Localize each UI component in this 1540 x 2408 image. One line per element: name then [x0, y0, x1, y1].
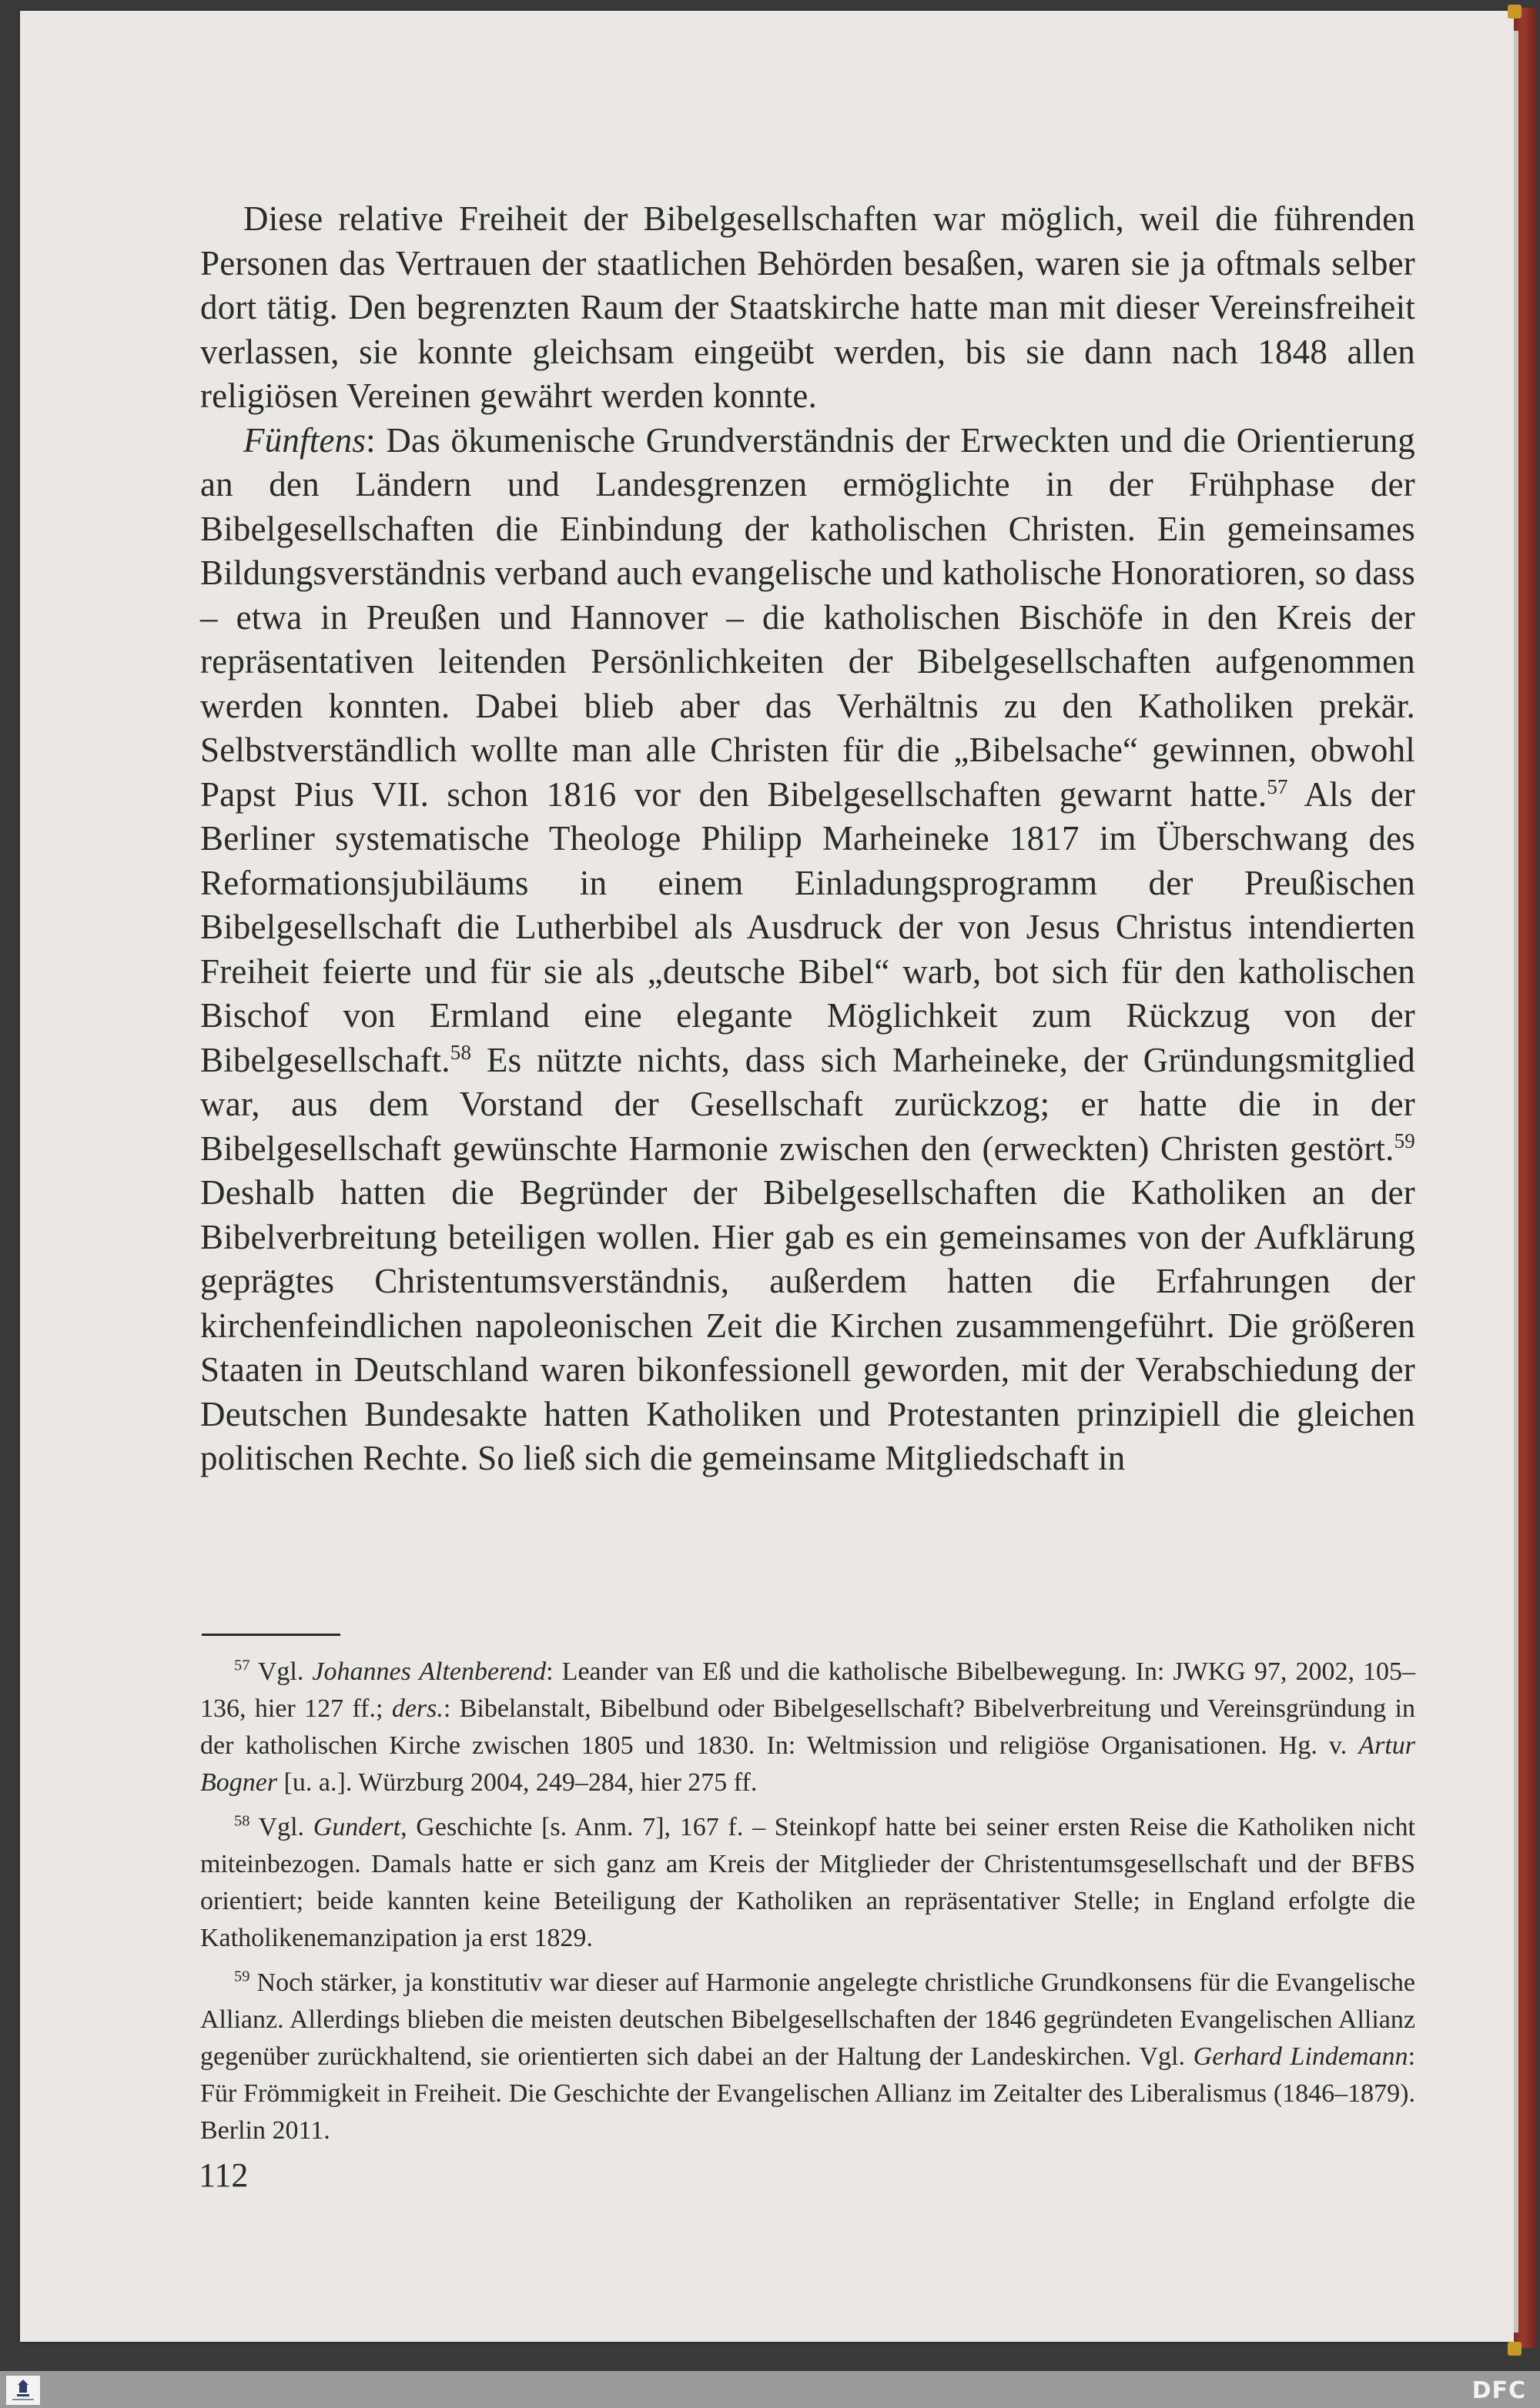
footnote-59-text-a: Noch stärker, ja konstitutiv war dieser auf Harmonie angelegte christliche Grundkonsens für die Evangelische Allianz. Allerdings blieben die meisten deutschen Bibelgesellschaften der 1846 gegründeten Evangelischen Allianz gegenüber zurückhaltend, sie orientierten sich dabei an der Haltung der Landeskirchen. Vgl.	[200, 1968, 1415, 2071]
paragraph-2-text-c: Es nützte nichts, dass sich Marheineke, der Gründungsmitglied war, aus dem Vorstand der Gesellschaft zurückzog; er hatte die in der Bibelgesellschaft gewünschte Harmonie zwischen den (erweckten) Christen gestört.	[200, 1040, 1415, 1168]
corner-mark-bottom	[1508, 2342, 1522, 2356]
footnote-ref-57[interactable]: 57	[1267, 774, 1288, 798]
viewer-footer-bar	[0, 2371, 1540, 2408]
footnote-57-author-2: Artur Bogner	[200, 1731, 1415, 1797]
footnote-57-author-1: Johannes Altenberend	[312, 1657, 547, 1686]
dfc-watermark: DFC	[1471, 2377, 1526, 2404]
paragraph-2-label: Fünftens	[243, 420, 367, 460]
footnote-divider	[202, 1634, 340, 1636]
body-text	[200, 197, 1415, 1481]
corner-mark-top	[1508, 5, 1522, 18]
footnote-59-number: 59	[234, 1968, 250, 1985]
library-logo-icon	[6, 2376, 40, 2405]
footnote-ref-59[interactable]: 59	[1394, 1129, 1415, 1152]
paragraph-2-text-d: Deshalb hatten die Begründer der Bibelgesellschaften die Katholiken an der Bibelverbreitung beteiligen wollen. Hier gab es ein gemeinsames von der Aufklärung geprägtes Christentumsverständnis, außerdem hatten die Erfahrungen der kirchenfeindlichen napoleonischen Zeit die Kirchen zusammengeführt. Die größeren Staaten in Deutschland waren bikonfessionell geworden, mit der Verabschiedung der Deutschen Bundesakte hatten Katholiken und Protestanten prinzipiell die gleichen politischen Rechte. So ließ sich die gemeinsame Mitgliedschaft in	[200, 1173, 1415, 1477]
footnote-57-text-d: [u. a.]. Würzburg 2004, 249–284, hier 275 ff.	[277, 1768, 758, 1797]
footnote-58-text-b: , Geschichte [s. Anm. 7], 167 f. – Steinkopf hatte bei seiner ersten Reise die Katholiken nicht miteinbezogen. Damals hatte er sich ganz am Kreis der Mitglieder der Christentumsgesellschaft und der BFBS orientiert; beide kannten keine Beteiligung der Katholiken an repräsentativer Stelle; in England erfolgte die Katholikenemanzipation ja erst 1829.	[200, 1813, 1415, 1952]
paragraph-2	[200, 419, 1415, 1481]
footnotes	[200, 1654, 1415, 2157]
footnote-59	[200, 1965, 1415, 2149]
footnote-59-author: Gerhard Lindemann	[1193, 2042, 1408, 2071]
footnote-58-number: 58	[234, 1812, 250, 1830]
footnote-57-ders: ders.	[391, 1694, 444, 1723]
footnote-ref-58[interactable]: 58	[450, 1040, 472, 1064]
paragraph-2-text-a: : Das ökumenische Grundverständnis der Erweckten und die Orientierung an den Ländern und Landesgrenzen ermöglichte in der Frühphase der Bibelgesellschaften die Einbindung der katholischen Christen. Ein gemeinsames Bildungsverständnis verband auch evangelische und katholische Honoratioren, so dass – etwa in Preußen und Hannover – die katholischen Bischöfe in den Kreis der repräsentativen leitenden Persönlichkeiten der Bibelgesellschaften aufgenommen werden konnten. Dabei blieb aber das Verhältnis zu den Katholiken prekär. Selbstverständlich wollte man alle Christen für die „Bibelsache“ gewinnen, obwohl Papst Pius VII. schon 1816 vor den Bibelgesellschaften gewarnt hatte.	[200, 420, 1415, 814]
footnote-57-text-b: : Leander van Eß und die katholische Bibelbewegung. In: JWKG 97, 2002, 105–136, hier 127 ff.;	[200, 1657, 1416, 1723]
footnote-59-text-b: : Für Frömmigkeit in Freiheit. Die Geschichte der Evangelischen Allianz im Zeitalter des Liberalismus (1846–1879). Berlin 2011.	[200, 2042, 1416, 2145]
page-number: 112	[199, 2156, 249, 2194]
footnote-58-text-a: Vgl.	[249, 1813, 313, 1841]
footnote-57-text-c: : Bibelanstalt, Bibelbund oder Bibelgesellschaft? Bibelverbreitung und Vereinsgründung in der katholischen Kirche zwischen 1805 und 1830. In: Weltmission und religiöse Organisationen. Hg. v.	[200, 1694, 1415, 1760]
footnote-57-text-a: Vgl.	[249, 1657, 313, 1686]
footnote-57-number: 57	[234, 1657, 250, 1674]
footnote-58-author: Gundert	[313, 1813, 401, 1841]
page-stack-edge	[1514, 31, 1518, 2333]
paragraph-1: Diese relative Freiheit der Bibelgesellschaften war möglich, weil die führenden Personen das Vertrauen der staatlichen Behörden besaßen, waren sie ja oftmals selber dort tätig. Den begrenzten Raum der Staatskirche hatte man mit dieser Vereinsfreiheit verlassen, sie konnte gleichsam eingeübt werden, bis sie dann nach 1848 allen religiösen Vereinen gewährt werden konnte.	[200, 199, 1415, 415]
footnote-58	[200, 1809, 1415, 1957]
footnote-57	[200, 1654, 1415, 1801]
paragraph-2-text-b: Als der Berliner systematische Theologe Philipp Marheineke 1817 im Überschwang des Reformationsjubiläums in einem Einladungsprogramm der Preußischen Bibelgesellschaft die Lutherbibel als Ausdruck der von Jesus Christus intendierten Freiheit feierte und für sie als „deutsche Bibel“ warb, bot sich für den katholischen Bischof von Ermland eine elegante Möglichkeit zum Rückzug von der Bibelgesellschaft.	[200, 774, 1415, 1079]
